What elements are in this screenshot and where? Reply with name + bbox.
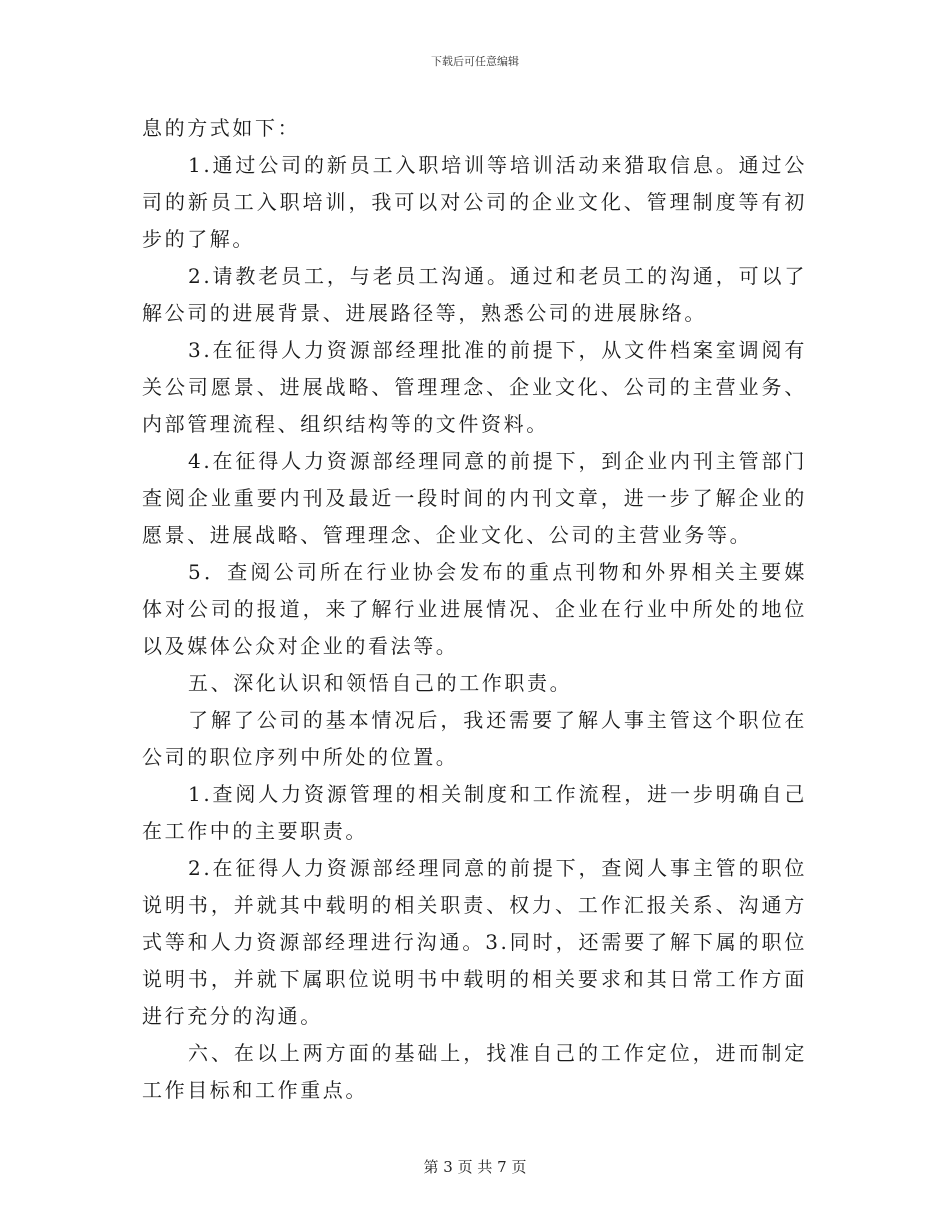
- paragraph: 3.在征得人力资源部经理批准的前提下，从文件档案室调阅有关公司愿景、进展战略、管理理念、企业文化、公司的主营业务、内部管理流程、组织结构等的文件资料。: [142, 338, 807, 436]
- page-footer: 第 3 页 共 7 页: [423, 1158, 527, 1176]
- section-heading: 五、深化认识和领悟自己的工作职责。: [188, 671, 573, 695]
- paragraph: 息的方式如下：: [142, 116, 301, 140]
- paragraph: 2.在征得人力资源部经理同意的前提下，查阅人事主管的职位说明书，并就其中载明的相关职责、权力、工作汇报关系、沟通方式等和人力资源部经理进行沟通。3.同时，还需要了解下属的职位说明书，并就下属职位说明书中载明的相关要求和其日常工作方面进行充分的沟通。: [142, 856, 807, 1028]
- paragraph: 了解了公司的基本情况后，我还需要了解人事主管这个职位在公司的职位序列中所处的位置。: [142, 708, 807, 769]
- paragraph: 4.在征得人力资源部经理同意的前提下，到企业内刊主管部门查阅企业重要内刊及最近一段时间的内刊文章，进一步了解企业的愿景、进展战略、管理理念、企业文化、公司的主营业务等。: [142, 449, 807, 547]
- paragraph: 2.请教老员工，与老员工沟通。通过和老员工的沟通，可以了解公司的进展背景、进展路径等，熟悉公司的进展脉络。: [142, 264, 807, 325]
- paragraph: 1.查阅人力资源管理的相关制度和工作流程，进一步明确自己在工作中的主要职责。: [142, 782, 807, 843]
- paragraph: 1.通过公司的新员工入职培训等培训活动来猎取信息。通过公司的新员工入职培训，我可以对公司的企业文化、管理制度等有初步的了解。: [142, 153, 807, 251]
- section-heading: 六、在以上两方面的基础上，找准自己的工作定位，进而制定工作目标和工作重点。: [142, 1041, 807, 1102]
- document-body: [142, 110, 807, 1109]
- page-header: 下载后可任意编辑: [431, 55, 519, 68]
- paragraph: 5．查阅公司所在行业协会发布的重点刊物和外界相关主要媒体对公司的报道，来了解行业进展情况、企业在行业中所处的地位以及媒体公众对企业的看法等。: [142, 560, 807, 658]
